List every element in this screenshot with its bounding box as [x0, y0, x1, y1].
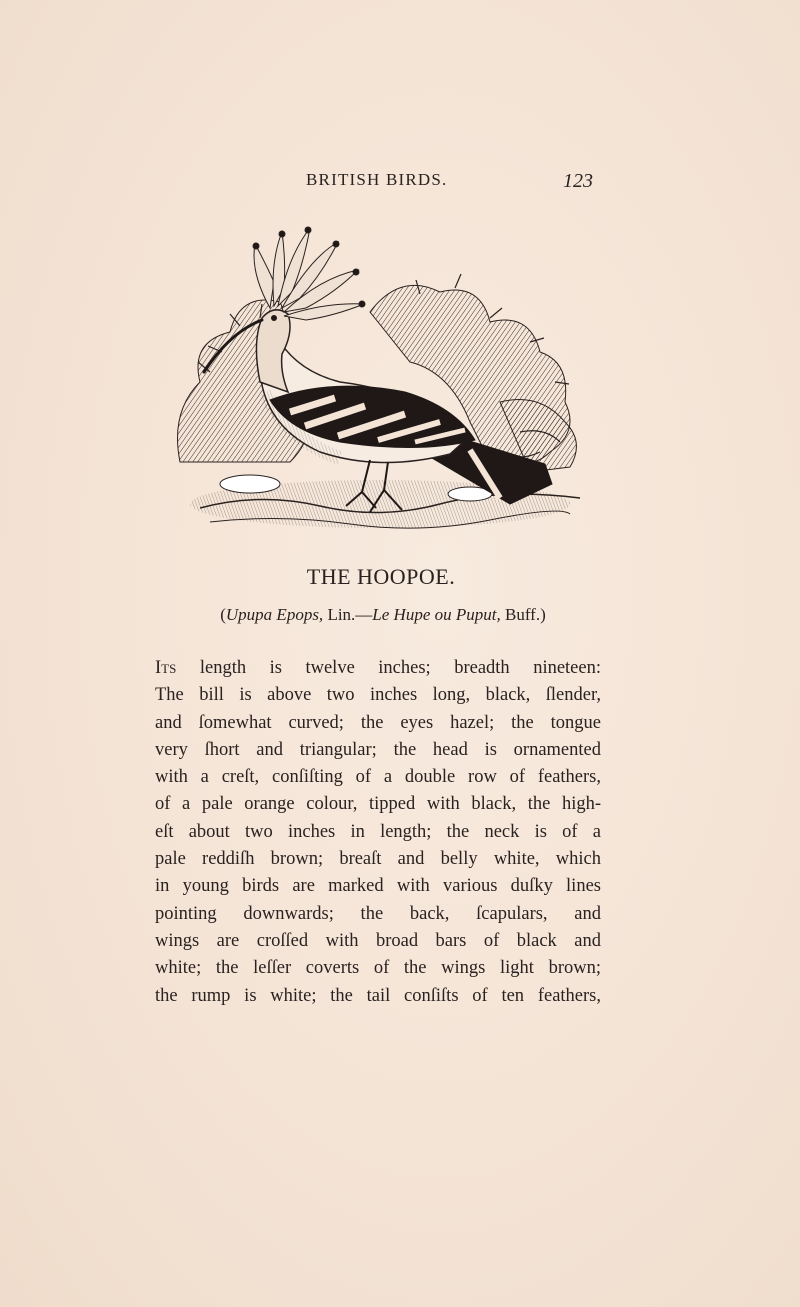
- french-name: Le Hupe ou Puput,: [372, 605, 501, 624]
- text-line: The bill is above two inches long, black, ſlender,: [155, 685, 601, 706]
- subtitle-open: (: [220, 605, 226, 624]
- text-line: the rump is white; the tail conſiſts of ten feathers,: [155, 985, 601, 1006]
- article-title: THE HOOPOE.: [306, 564, 456, 589]
- text-line: Its length is twelve inches; breadth nineteen:: [155, 658, 601, 678]
- latin-name: Upupa Epops,: [225, 605, 324, 624]
- first-word: Its: [155, 658, 177, 678]
- text-line: and ſomewhat curved; the eyes hazel; the tongue: [155, 712, 601, 733]
- linnaeus-ref: Lin.—: [323, 605, 373, 624]
- text-line: wings are croſſed with broad bars of black and: [155, 930, 601, 951]
- buffon-ref: Buff.): [500, 605, 546, 624]
- text-line: white; the leſſer coverts of the wings light brown;: [155, 958, 601, 979]
- text-line: eſt about two inches in length; the neck is of a: [155, 821, 601, 842]
- text-line: in young birds are marked with various duſky lines: [155, 876, 601, 897]
- text-line: pale reddiſh brown; breaſt and belly white, which: [155, 849, 601, 870]
- bird-crest: [253, 227, 365, 320]
- text-line: very ſhort and triangular; the head is ornamented: [155, 739, 601, 760]
- article-subtitle: [0, 605, 766, 625]
- running-head: BRITISH BIRDS.: [306, 170, 448, 189]
- text-line: pointing downwards; the back, ſcapulars, and: [155, 903, 601, 924]
- text-line: with a creſt, conſiſting of a double row of feathers,: [155, 767, 601, 788]
- hoopoe-engraving: [170, 222, 590, 542]
- body-paragraph: [155, 655, 601, 1010]
- page-number: 123: [563, 170, 593, 192]
- text-line: of a pale orange colour, tipped with black, the high-: [155, 794, 601, 815]
